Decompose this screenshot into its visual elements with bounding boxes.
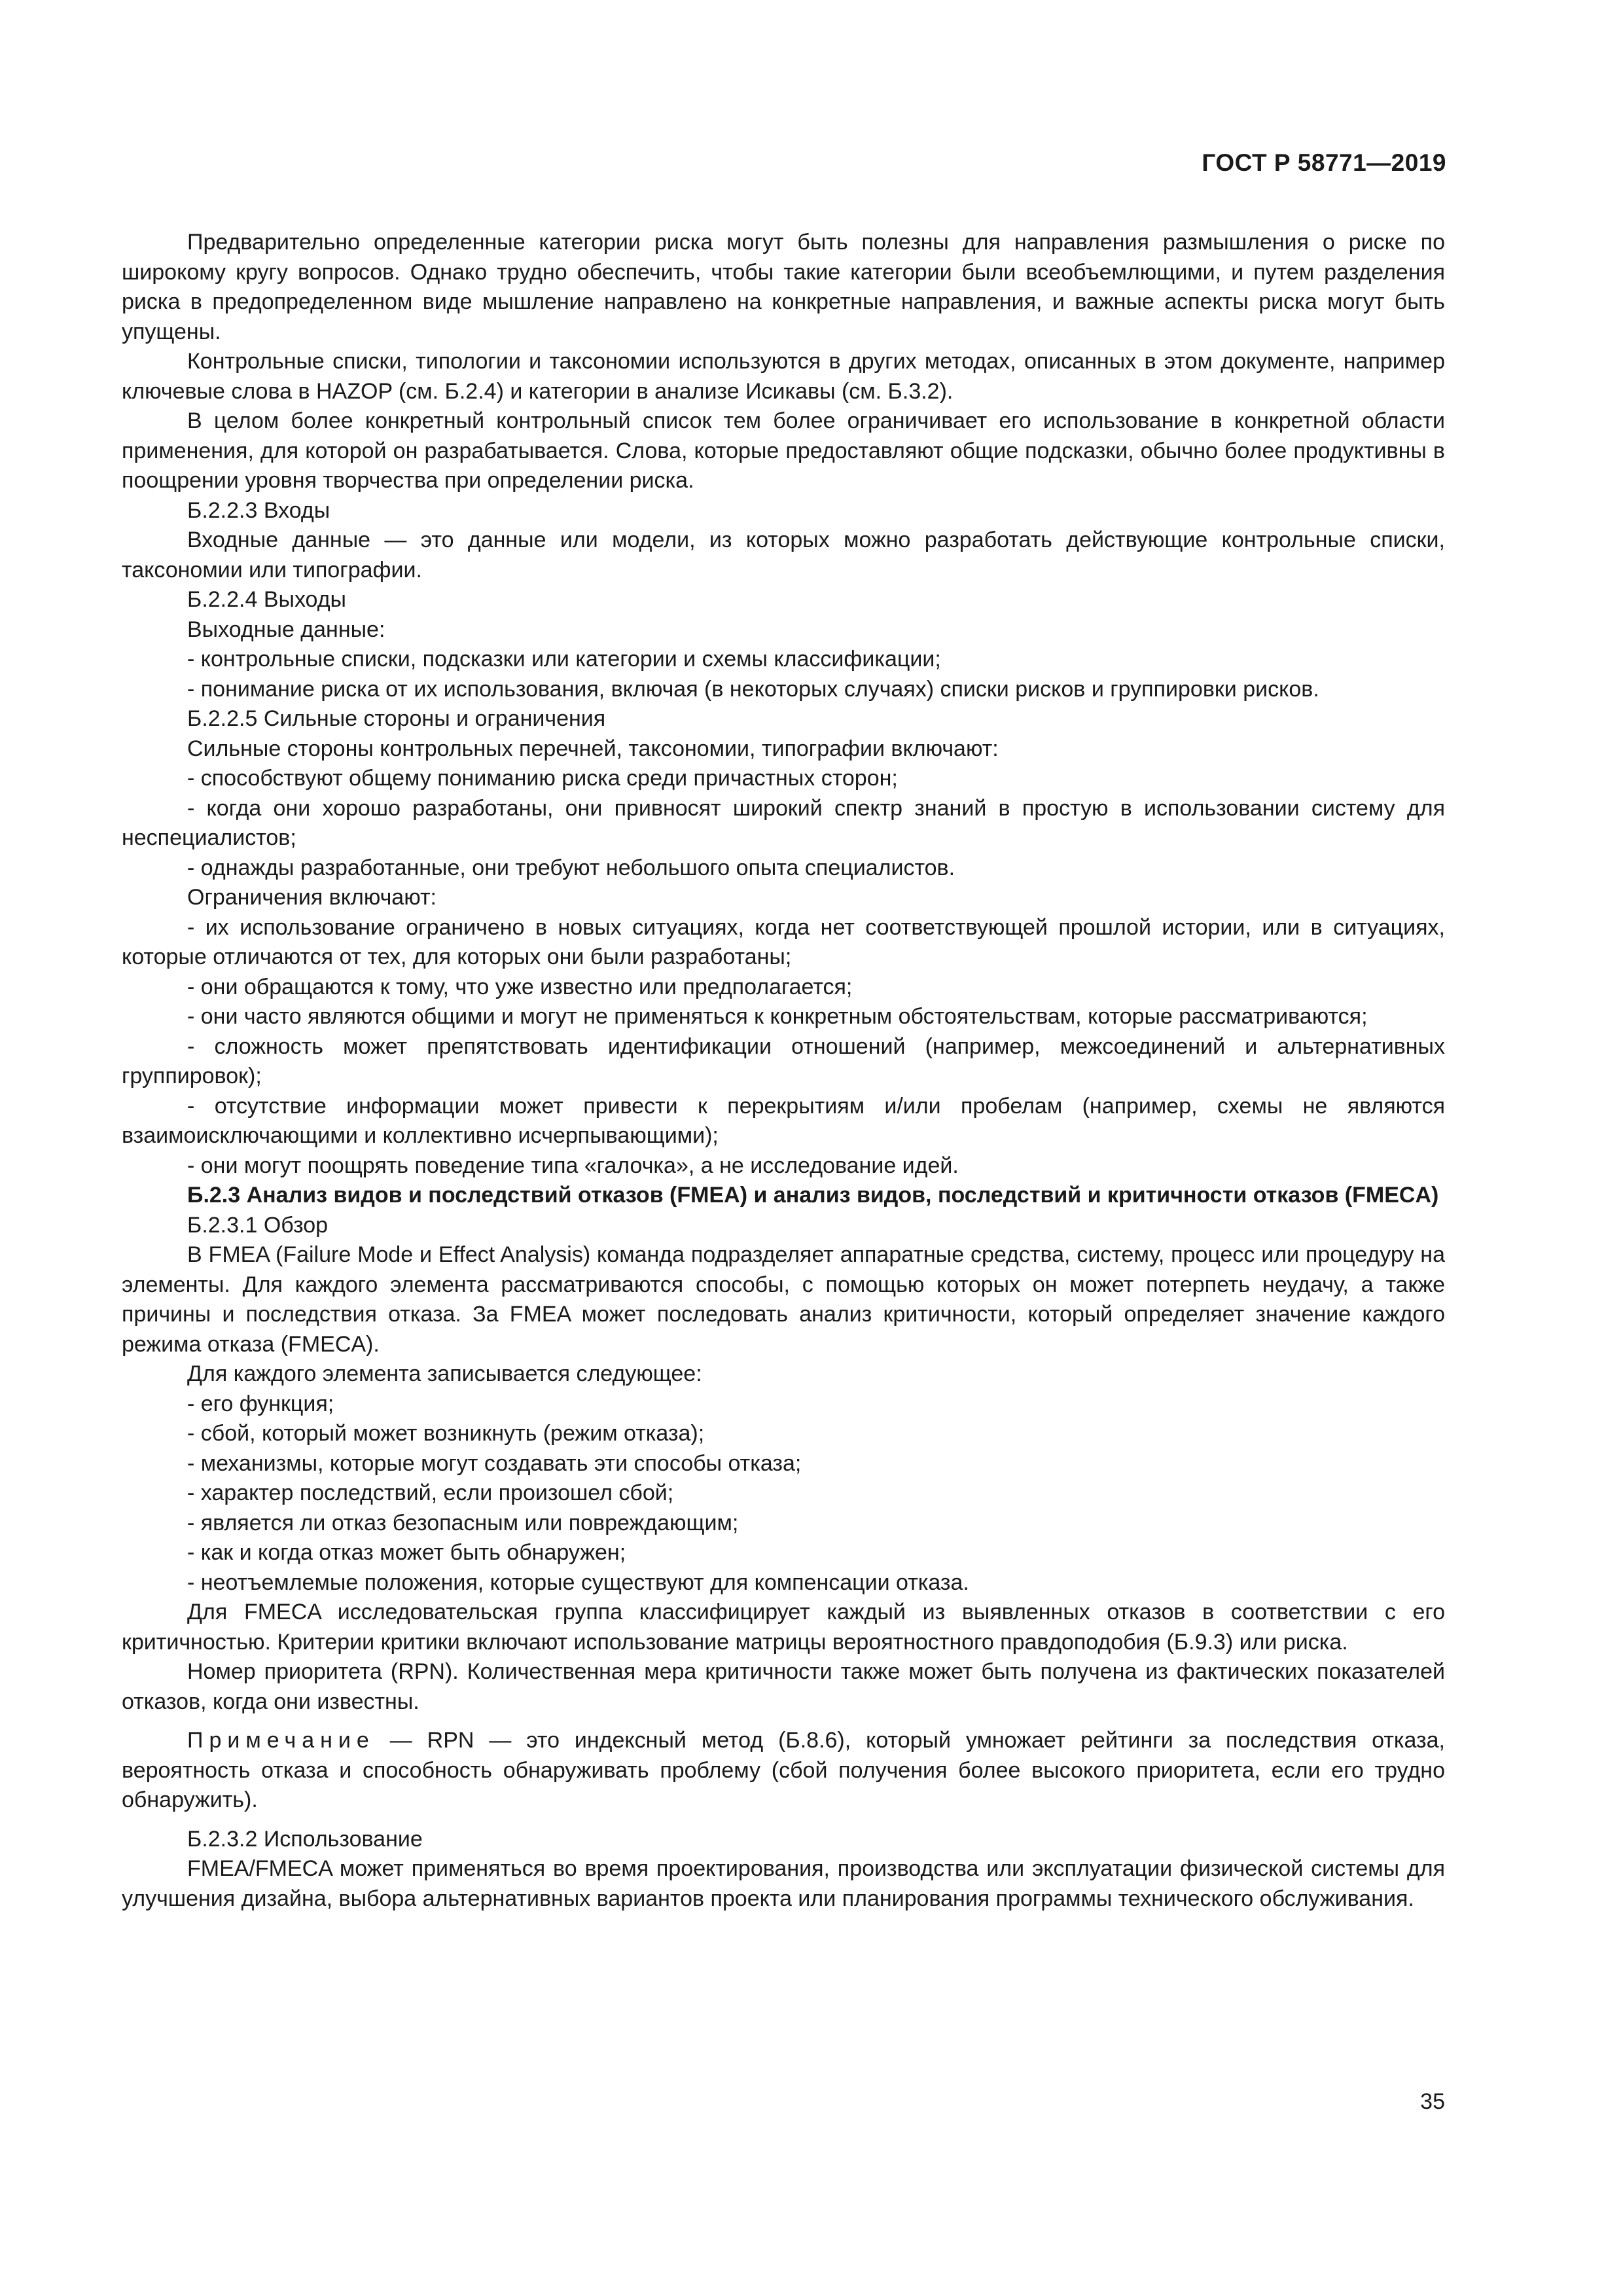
paragraph: Для каждого элемента записывается следующее: — [187, 1361, 702, 1386]
paragraph: Выходные данные: — [187, 617, 385, 642]
paragraph: В целом более конкретный контрольный список тем более ограничивает его использование в конкретной области применения, для которой он разрабатывается. Слова, которые предоставляют общие подсказки, обычно более продуктивны в поощрении уровня творчества при определении риска. — [122, 408, 1445, 493]
list-item: - сложность может препятствовать идентификации отношений (например, межсоединений и альтернативных группировок); — [122, 1033, 1445, 1088]
section-heading-b23: Б.2.3 Анализ видов и последствий отказов (FMEA) и анализ видов, последствий и критичности отказов (FMECA) — [187, 1183, 1439, 1208]
section-heading-b232: Б.2.3.2 Использование — [187, 1826, 423, 1852]
list-item: - контрольные списки, подсказки или категории и схемы классификации; — [187, 647, 941, 672]
document-body — [122, 228, 1445, 1914]
list-item: - понимание риска от их использования, включая (в некоторых случаях) списки рисков и группировки рисков. — [187, 676, 1319, 702]
section-heading-b231: Б.2.3.1 Обзор — [187, 1212, 329, 1238]
list-item: - они могут поощрять поведение типа «галочка», а не исследование идей. — [187, 1153, 959, 1178]
note-label: Примечание — [187, 1728, 375, 1753]
list-item: - характер последствий, если произошел сбой; — [187, 1480, 674, 1505]
list-item: - неотъемлемые положения, которые существуют для компенсации отказа. — [187, 1570, 969, 1595]
list-item: - когда они хорошо разработаны, они привносят широкий спектр знаний в простую в использовании систему для неспециалистов; — [122, 795, 1445, 850]
list-item: - как и когда отказ может быть обнаружен; — [187, 1540, 626, 1565]
paragraph: Номер приоритета (RPN). Количественная мера критичности также может быть получена из фактических показателей отказов, когда они известны. — [122, 1659, 1445, 1714]
list-item: - они обращаются к тому, что уже известно или предполагается; — [187, 974, 853, 999]
note — [122, 1726, 1445, 1816]
list-item: - однажды разработанные, они требуют небольшого опыта специалистов. — [187, 855, 955, 880]
section-heading-b225: Б.2.2.5 Сильные стороны и ограничения — [187, 706, 606, 731]
list-item: - сбой, который может возникнуть (режим отказа); — [187, 1421, 705, 1446]
section-heading-b224: Б.2.2.4 Выходы — [187, 587, 346, 612]
paragraph: Входные данные — это данные или модели, из которых можно разработать действующие контрольные списки, таксономии или типографии. — [122, 528, 1445, 583]
section-heading-b223: Б.2.2.3 Входы — [187, 497, 330, 523]
paragraph: Ограничения включают: — [187, 885, 437, 910]
page-number: 35 — [1420, 2089, 1445, 2114]
list-item: - является ли отказ безопасным или повреждающим; — [187, 1510, 739, 1535]
list-item: - отсутствие информации может привести к перекрытиям и/или пробелам (например, схемы не являются взаимоисключающими и коллективно исчерпывающими); — [122, 1093, 1445, 1148]
note-text: — RPN — это индексный метод (Б.8.6), который умножает рейтинги за последствия отказа, вероятность отказа и способность обнаруживать проблему (сбой получения более высокого приоритета, если его трудно обнаружить). — [122, 1728, 1445, 1812]
paragraph: Сильные стороны контрольных перечней, таксономии, типографии включают: — [187, 736, 999, 761]
paragraph: В FMEA (Failure Mode и Effect Analysis) команда подразделяет аппаратные средства, систему, процесс или процедуру на элементы. Для каждого элемента рассматриваются способы, с помощью которых он может потерпеть неудачу, а также причины и последствия отказа. За FMEA может последовать анализ критичности, который определяет значение каждого режима отказа (FMECA). — [122, 1242, 1445, 1357]
paragraph: FMEA/FMECA может применяться во время проектирования, производства или эксплуатации физической системы для улучшения дизайна, выбора альтернативных вариантов проекта или планирования программы технического обслуживания. — [122, 1856, 1445, 1911]
list-item: - его функция; — [187, 1391, 334, 1416]
list-item: - они часто являются общими и могут не применяться к конкретным обстоятельствам, которые рассматриваются; — [187, 1004, 1368, 1029]
document-header: ГОСТ Р 58771—2019 — [1202, 149, 1446, 176]
paragraph: Контрольные списки, типологии и таксономии используются в других методах, описанных в этом документе, например ключевые слова в HAZOP (см. Б.2.4) и категории в анализе Исикавы (см. Б.3.2). — [122, 349, 1445, 404]
list-item: - способствуют общему пониманию риска среди причастных сторон; — [187, 766, 898, 791]
paragraph: Для FMECA исследовательская группа классифицирует каждый из выявленных отказов в соответствии с его критичностью. Критерии критики включают использование матрицы вероятностного правдоподобия (Б.9.3) или риска. — [122, 1600, 1445, 1655]
list-item: - механизмы, которые могут создавать эти способы отказа; — [187, 1450, 802, 1476]
paragraph: Предварительно определенные категории риска могут быть полезны для направления размышления о риске по широкому кругу вопросов. Однако трудно обеспечить, чтобы такие категории были всеобъемлющими, и путем разделения риска в предопределенном виде мышление направлено на конкретные направления, и важные аспекты риска могут быть упущены. — [122, 230, 1445, 344]
list-item: - их использование ограничено в новых ситуациях, когда нет соответствующей прошлой истории, или в ситуациях, которые отличаются от тех, для которых они были разработаны; — [122, 914, 1445, 969]
